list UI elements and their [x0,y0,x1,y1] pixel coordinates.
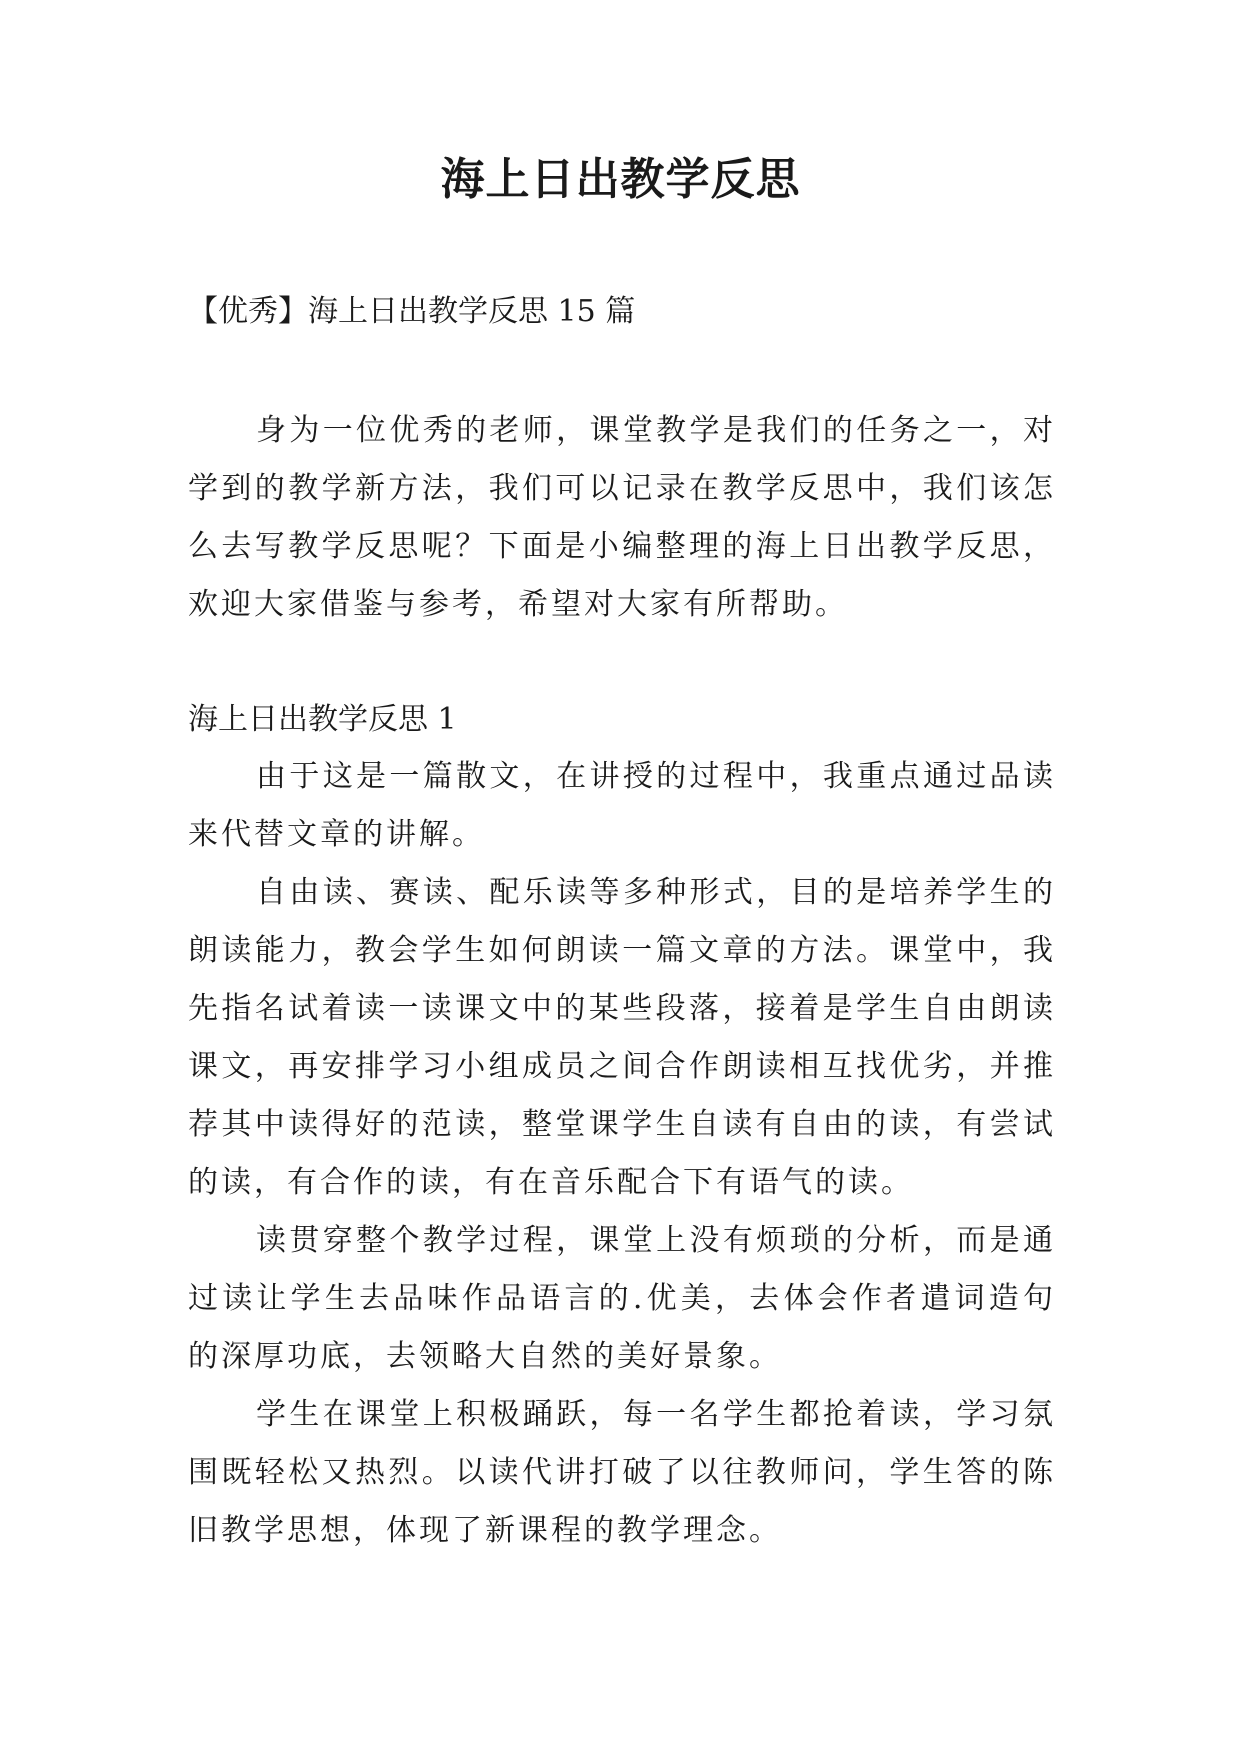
section-heading: 海上日出教学反思 1 [188,702,457,737]
body-paragraph: 自由读、赛读、配乐读等多种形式，目的是培养学生的朗读能力，教会学生如何朗读一篇文章的方法。课堂中，我先指名试着读一读课文中的某些段落，接着是学生自由朗读课文，再安排学习小组成员之间合作朗读相互找优劣，并推荐其中读得好的范读，整堂课学生自读有自由的读，有尝试的读，有合作的读，有在音乐配合下有语气的读。 [188,875,1056,1200]
intro-block [188,402,1056,634]
body-paragraph: 读贯穿整个教学过程，课堂上没有烦琐的分析，而是通过读让学生去品味作品语言的.优美，去体会作者遣词造句的深厚功底，去领略大自然的美好景象。 [188,1223,1056,1374]
intro-paragraph: 身为一位优秀的老师，课堂教学是我们的任务之一，对学到的教学新方法，我们可以记录在教学反思中，我们该怎么去写教学反思呢？下面是小编整理的海上日出教学反思，欢迎大家借鉴与参考，希望对大家有所帮助。 [188,413,1056,622]
section-body [188,748,1056,1560]
document-subtitle: 【优秀】海上日出教学反思 15 篇 [188,294,636,329]
document-title: 海上日出教学反思 [440,154,801,205]
body-paragraph: 学生在课堂上积极踊跃，每一名学生都抢着读，学习氛围既轻松又热烈。以读代讲打破了以往教师问，学生答的陈旧教学思想，体现了新课程的教学理念。 [188,1397,1056,1548]
body-paragraph: 由于这是一篇散文，在讲授的过程中，我重点通过品读来代替文章的讲解。 [188,759,1056,852]
